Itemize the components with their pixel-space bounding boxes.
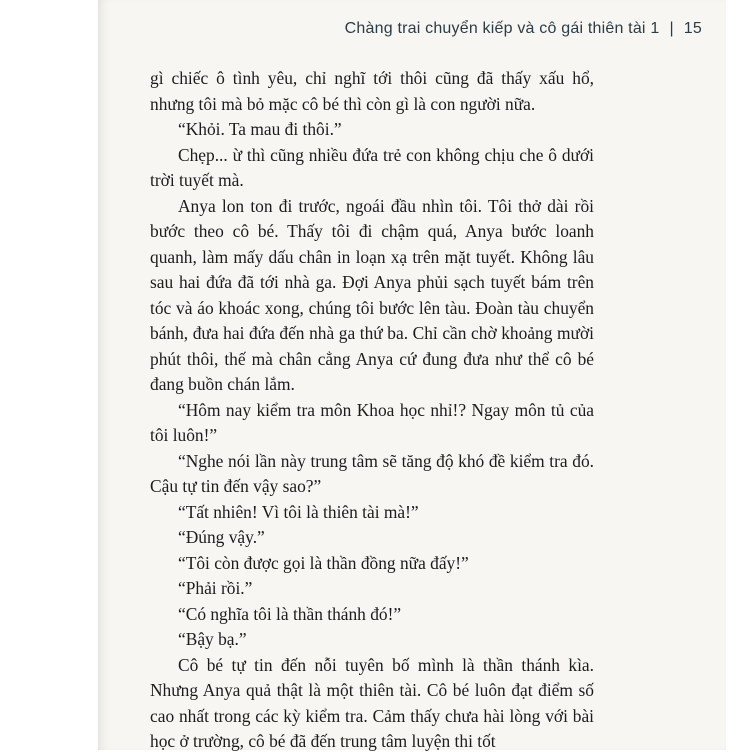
running-header [98, 20, 702, 38]
paragraph: Anya lon ton đi trước, ngoái đầu nhìn tôi. Tôi thở dài rồi bước theo cô bé. Thấy tôi đi chậm quá, Anya bước loanh quanh, làm mấy dấu chân in loạn xạ trên mặt tuyết. Không lâu sau hai đứa đã tới nhà ga. Đợi Anya phủi sạch tuyết bám trên tóc và áo khoác xong, chúng tôi bước lên tàu. Đoàn tàu chuyển bánh, đưa hai đứa đến nhà ga thứ ba. Chỉ cần chờ khoảng mười phút thôi, thế mà chân cẳng Anya cứ đung đưa như thể cô bé đang buồn chán lắm. [150, 195, 594, 394]
dialogue-line: “Bậy bạ.” [178, 629, 247, 649]
paragraph: Chẹp... ừ thì cũng nhiều đứa trẻ con không chịu che ô dưới trời tuyết mà. [150, 144, 594, 190]
paragraph: Cô bé tự tin đến nỗi tuyên bố mình là thần thánh kìa. Nhưng Anya quả thật là một thiên tài. Cô bé luôn đạt điểm số cao nhất trong các kỳ kiểm tra. Cảm thấy chưa hài lòng với bài học ở trường, cô bé đã đến trung tâm luyện thi tốt [150, 654, 594, 751]
book-title: Chàng trai chuyển kiếp và cô gái thiên tài 1 [344, 20, 660, 37]
paragraph: gì chiếc ô tình yêu, chỉ nghĩ tới thôi cũng đã thấy xấu hổ, nhưng tôi mà bỏ mặc cô bé thì còn gì là con người nữa. [150, 68, 594, 114]
dialogue-line: “Đúng vậy.” [178, 527, 265, 547]
dialogue-line: “Khỏi. Ta mau đi thôi.” [178, 119, 342, 139]
dialogue-line: “Nghe nói lần này trung tâm sẽ tăng độ khó đề kiểm tra đó. Cậu tự tin đến vậy sao?” [150, 450, 594, 496]
dialogue-line: “Tất nhiên! Vì tôi là thiên tài mà!” [178, 501, 419, 522]
header-separator: | [669, 20, 674, 37]
dialogue-line: “Tôi còn được gọi là thần đồng nữa đấy!” [178, 552, 469, 573]
page-body-text [150, 66, 594, 755]
page-number: 15 [683, 20, 702, 37]
dialogue-line: “Có nghĩa tôi là thần thánh đó!” [178, 603, 402, 624]
dialogue-line: “Phải rồi.” [178, 578, 253, 598]
dialogue-line: “Hôm nay kiểm tra môn Khoa học nhỉ!? Ngay môn tủ của tôi luôn!” [150, 399, 594, 445]
